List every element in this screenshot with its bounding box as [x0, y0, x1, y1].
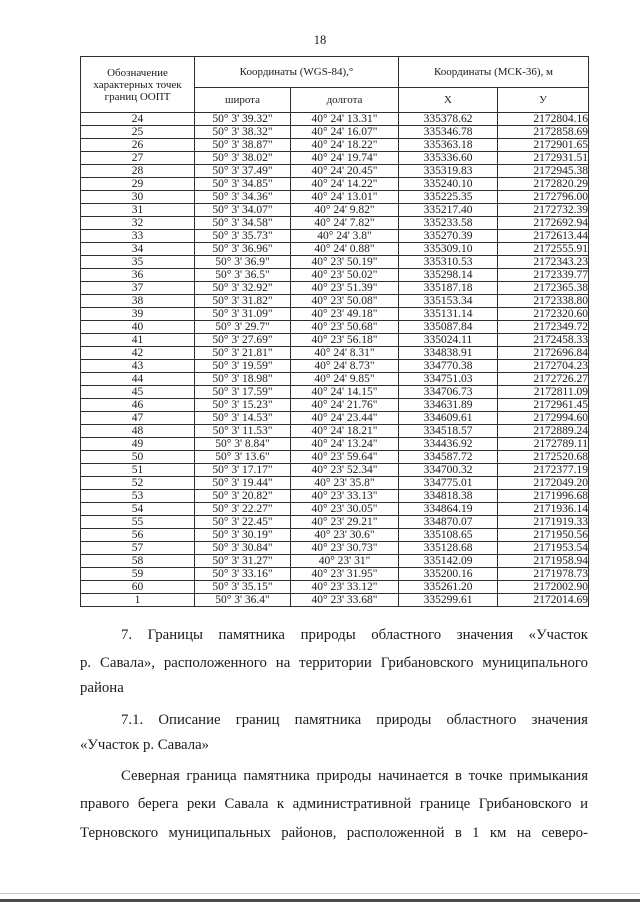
cell-longitude: 40° 23' 56.18"	[291, 334, 399, 347]
cell-x: 335240.10	[399, 178, 498, 191]
cell-longitude: 40° 24' 21.76"	[291, 399, 399, 412]
cell-latitude: 50° 3' 18.98"	[195, 373, 291, 386]
cell-point-number: 58	[81, 555, 195, 568]
cell-latitude: 50° 3' 14.53"	[195, 412, 291, 425]
cell-x: 335298.14	[399, 269, 498, 282]
cell-point-number: 55	[81, 516, 195, 529]
cell-longitude: 40° 24' 3.8"	[291, 230, 399, 243]
cell-x: 334818.38	[399, 490, 498, 503]
cell-y: 2172796.00	[498, 191, 589, 204]
table-row	[81, 412, 589, 425]
table-row	[81, 139, 589, 152]
cell-x: 334609.61	[399, 412, 498, 425]
cell-x: 335319.83	[399, 165, 498, 178]
cell-longitude: 40° 23' 50.08"	[291, 295, 399, 308]
table-row	[81, 464, 589, 477]
cell-x: 334864.19	[399, 503, 498, 516]
cell-y: 2172704.23	[498, 360, 589, 373]
cell-longitude: 40° 23' 50.19"	[291, 256, 399, 269]
cell-y: 2172002.90	[498, 581, 589, 594]
cell-longitude: 40° 23' 51.39"	[291, 282, 399, 295]
cell-y: 2172320.60	[498, 308, 589, 321]
cell-x: 335310.53	[399, 256, 498, 269]
table-row	[81, 126, 589, 139]
table-row	[81, 347, 589, 360]
cell-longitude: 40° 23' 50.68"	[291, 321, 399, 334]
table-row	[81, 555, 589, 568]
header-longitude: долгота	[291, 88, 399, 113]
section-7-heading-line: 7. Границы памятника природы областного значения «Участок	[121, 627, 588, 643]
page-number: 18	[313, 33, 327, 47]
cell-x: 335261.20	[399, 581, 498, 594]
table-row	[81, 282, 589, 295]
cell-longitude: 40° 24' 0.88"	[291, 243, 399, 256]
cell-latitude: 50° 3' 17.59"	[195, 386, 291, 399]
cell-latitude: 50° 3' 31.09"	[195, 308, 291, 321]
cell-latitude: 50° 3' 22.27"	[195, 503, 291, 516]
cell-point-number: 59	[81, 568, 195, 581]
cell-longitude: 40° 24' 9.85"	[291, 373, 399, 386]
cell-x: 335363.18	[399, 139, 498, 152]
table-row	[81, 191, 589, 204]
cell-latitude: 50° 3' 36.4"	[195, 594, 291, 607]
cell-longitude: 40° 24' 19.74"	[291, 152, 399, 165]
cell-longitude: 40° 24' 8.31"	[291, 347, 399, 360]
cell-x: 334587.72	[399, 451, 498, 464]
cell-longitude: 40° 24' 14.15"	[291, 386, 399, 399]
cell-point-number: 49	[81, 438, 195, 451]
cell-y: 2172820.29	[498, 178, 589, 191]
cell-point-number: 60	[81, 581, 195, 594]
cell-x: 335346.78	[399, 126, 498, 139]
cell-latitude: 50° 3' 34.36"	[195, 191, 291, 204]
header-point-line: Обозначение	[107, 66, 168, 79]
cell-y: 2172732.39	[498, 204, 589, 217]
cell-point-number: 36	[81, 269, 195, 282]
cell-latitude: 50° 3' 22.45"	[195, 516, 291, 529]
cell-longitude: 40° 23' 33.12"	[291, 581, 399, 594]
cell-y: 2172811.09	[498, 386, 589, 399]
cell-latitude: 50° 3' 8.84"	[195, 438, 291, 451]
cell-point-number: 38	[81, 295, 195, 308]
cell-latitude: 50° 3' 36.96"	[195, 243, 291, 256]
table-row	[81, 308, 589, 321]
table-row	[81, 490, 589, 503]
cell-longitude: 40° 24' 18.21"	[291, 425, 399, 438]
cell-latitude: 50° 3' 34.85"	[195, 178, 291, 191]
cell-point-number: 41	[81, 334, 195, 347]
cell-point-number: 37	[81, 282, 195, 295]
section-7-1-heading-line: «Участок р. Савала»	[80, 737, 210, 753]
cell-longitude: 40° 24' 20.45"	[291, 165, 399, 178]
cell-longitude: 40° 23' 33.13"	[291, 490, 399, 503]
cell-longitude: 40° 23' 59.64"	[291, 451, 399, 464]
cell-x: 335108.65	[399, 529, 498, 542]
cell-x: 335128.68	[399, 542, 498, 555]
cell-point-number: 46	[81, 399, 195, 412]
cell-longitude: 40° 24' 14.22"	[291, 178, 399, 191]
cell-y: 2171958.94	[498, 555, 589, 568]
cell-x: 334436.92	[399, 438, 498, 451]
cell-x: 334870.07	[399, 516, 498, 529]
cell-y: 2172804.16	[498, 113, 589, 126]
cell-point-number: 40	[81, 321, 195, 334]
cell-y: 2172726.27	[498, 373, 589, 386]
cell-x: 335153.34	[399, 295, 498, 308]
table-row	[81, 321, 589, 334]
cell-latitude: 50° 3' 32.92"	[195, 282, 291, 295]
cell-y: 2172049.20	[498, 477, 589, 490]
cell-longitude: 40° 23' 49.18"	[291, 308, 399, 321]
cell-longitude: 40° 24' 9.82"	[291, 204, 399, 217]
cell-longitude: 40° 24' 18.22"	[291, 139, 399, 152]
cell-latitude: 50° 3' 29.7"	[195, 321, 291, 334]
cell-latitude: 50° 3' 30.84"	[195, 542, 291, 555]
table-row	[81, 542, 589, 555]
table-row	[81, 230, 589, 243]
cell-x: 334700.32	[399, 464, 498, 477]
table-row	[81, 217, 589, 230]
cell-point-number: 28	[81, 165, 195, 178]
table-row	[81, 594, 589, 607]
cell-y: 2172339.77	[498, 269, 589, 282]
cell-y: 2171919.33	[498, 516, 589, 529]
table-row	[81, 529, 589, 542]
cell-longitude: 40° 23' 31.95"	[291, 568, 399, 581]
cell-x: 335142.09	[399, 555, 498, 568]
cell-point-number: 54	[81, 503, 195, 516]
cell-point-number: 34	[81, 243, 195, 256]
table-row	[81, 425, 589, 438]
cell-y: 2172789.11	[498, 438, 589, 451]
cell-longitude: 40° 24' 8.73"	[291, 360, 399, 373]
cell-latitude: 50° 3' 31.82"	[195, 295, 291, 308]
cell-latitude: 50° 3' 39.32"	[195, 113, 291, 126]
cell-x: 335299.61	[399, 594, 498, 607]
cell-y: 2172931.51	[498, 152, 589, 165]
cell-y: 2171950.56	[498, 529, 589, 542]
cell-point-number: 24	[81, 113, 195, 126]
header-wgs84-coordinates: Координаты (WGS-84),°	[195, 57, 399, 88]
cell-point-number: 51	[81, 464, 195, 477]
section-7-heading-line: р. Савала», расположенного на территории Грибановского муниципального	[80, 655, 588, 671]
table-row	[81, 295, 589, 308]
cell-longitude: 40° 24' 16.07"	[291, 126, 399, 139]
cell-y: 2172365.38	[498, 282, 589, 295]
cell-latitude: 50° 3' 19.59"	[195, 360, 291, 373]
cell-latitude: 50° 3' 36.5"	[195, 269, 291, 282]
table-row	[81, 269, 589, 282]
cell-x: 334770.38	[399, 360, 498, 373]
cell-longitude: 40° 24' 7.82"	[291, 217, 399, 230]
table-header-row	[81, 57, 589, 88]
cell-y: 2172458.33	[498, 334, 589, 347]
cell-y: 2172961.45	[498, 399, 589, 412]
cell-x: 334838.91	[399, 347, 498, 360]
cell-y: 2171996.68	[498, 490, 589, 503]
table-row	[81, 165, 589, 178]
cell-point-number: 57	[81, 542, 195, 555]
cell-point-number: 39	[81, 308, 195, 321]
cell-y: 2172858.69	[498, 126, 589, 139]
cell-latitude: 50° 3' 36.9"	[195, 256, 291, 269]
cell-latitude: 50° 3' 34.58"	[195, 217, 291, 230]
table-row	[81, 360, 589, 373]
cell-x: 335233.58	[399, 217, 498, 230]
cell-point-number: 43	[81, 360, 195, 373]
cell-point-number: 56	[81, 529, 195, 542]
cell-longitude: 40° 23' 30.73"	[291, 542, 399, 555]
cell-y: 2172945.38	[498, 165, 589, 178]
cell-latitude: 50° 3' 11.53"	[195, 425, 291, 438]
cell-point-number: 42	[81, 347, 195, 360]
cell-x: 334631.89	[399, 399, 498, 412]
cell-y: 2171953.54	[498, 542, 589, 555]
cell-longitude: 40° 23' 52.34"	[291, 464, 399, 477]
coordinates-table	[80, 56, 589, 607]
cell-y: 2172338.80	[498, 295, 589, 308]
cell-y: 2172613.44	[498, 230, 589, 243]
header-point-designation	[81, 57, 195, 113]
header-msk36-coordinates: Координаты (МСК-36), м	[399, 57, 589, 88]
cell-x: 335217.40	[399, 204, 498, 217]
cell-y: 2172520.68	[498, 451, 589, 464]
table-row	[81, 178, 589, 191]
section-7-1-heading-line: 7.1. Описание границ памятника природы областного значения	[121, 712, 588, 728]
cell-latitude: 50° 3' 33.16"	[195, 568, 291, 581]
cell-latitude: 50° 3' 30.19"	[195, 529, 291, 542]
cell-point-number: 35	[81, 256, 195, 269]
cell-y: 2172994.60	[498, 412, 589, 425]
cell-longitude: 40° 23' 29.21"	[291, 516, 399, 529]
cell-longitude: 40° 24' 13.24"	[291, 438, 399, 451]
cell-y: 2172889.24	[498, 425, 589, 438]
cell-longitude: 40° 23' 33.68"	[291, 594, 399, 607]
header-latitude: широта	[195, 88, 291, 113]
cell-longitude: 40° 23' 31"	[291, 555, 399, 568]
cell-y: 2172349.72	[498, 321, 589, 334]
cell-latitude: 50° 3' 35.15"	[195, 581, 291, 594]
table-row	[81, 503, 589, 516]
cell-x: 335270.39	[399, 230, 498, 243]
section-7-1-body-line: Терновского муниципальных районов, расположенной в 1 км на северо-	[80, 825, 588, 841]
cell-longitude: 40° 23' 50.02"	[291, 269, 399, 282]
cell-y: 2172343.23	[498, 256, 589, 269]
section-7-1-body-line: Северная граница памятника природы начинается в точке примыкания	[121, 768, 588, 784]
cell-y: 2171936.14	[498, 503, 589, 516]
cell-x: 335309.10	[399, 243, 498, 256]
table-row	[81, 152, 589, 165]
cell-latitude: 50° 3' 27.69"	[195, 334, 291, 347]
table-row	[81, 243, 589, 256]
table-row	[81, 516, 589, 529]
cell-latitude: 50° 3' 20.82"	[195, 490, 291, 503]
table-row	[81, 334, 589, 347]
cell-y: 2171978.73	[498, 568, 589, 581]
table-row	[81, 113, 589, 126]
cell-y: 2172696.84	[498, 347, 589, 360]
table-row	[81, 373, 589, 386]
cell-point-number: 45	[81, 386, 195, 399]
table-row	[81, 451, 589, 464]
cell-x: 335378.62	[399, 113, 498, 126]
table-row	[81, 204, 589, 217]
cell-latitude: 50° 3' 31.27"	[195, 555, 291, 568]
cell-longitude: 40° 23' 30.6"	[291, 529, 399, 542]
cell-x: 335200.16	[399, 568, 498, 581]
cell-y: 2172901.65	[498, 139, 589, 152]
cell-point-number: 52	[81, 477, 195, 490]
table-row	[81, 256, 589, 269]
cell-point-number: 25	[81, 126, 195, 139]
cell-longitude: 40° 24' 23.44"	[291, 412, 399, 425]
cell-y: 2172014.69	[498, 594, 589, 607]
cell-latitude: 50° 3' 35.73"	[195, 230, 291, 243]
cell-x: 334751.03	[399, 373, 498, 386]
table-row	[81, 386, 589, 399]
cell-x: 334518.57	[399, 425, 498, 438]
table-row	[81, 581, 589, 594]
section-7-1-body-line: правого берега реки Савала к административной границе Грибановского и	[80, 796, 588, 812]
cell-y: 2172377.19	[498, 464, 589, 477]
cell-point-number: 1	[81, 594, 195, 607]
cell-x: 334706.73	[399, 386, 498, 399]
cell-point-number: 32	[81, 217, 195, 230]
cell-point-number: 44	[81, 373, 195, 386]
table-row	[81, 438, 589, 451]
cell-point-number: 26	[81, 139, 195, 152]
cell-point-number: 27	[81, 152, 195, 165]
cell-longitude: 40° 23' 35.8"	[291, 477, 399, 490]
table-body	[81, 113, 589, 607]
cell-x: 334775.01	[399, 477, 498, 490]
cell-latitude: 50° 3' 37.49"	[195, 165, 291, 178]
cell-longitude: 40° 24' 13.31"	[291, 113, 399, 126]
table-row	[81, 399, 589, 412]
cell-x: 335131.14	[399, 308, 498, 321]
cell-latitude: 50° 3' 13.6"	[195, 451, 291, 464]
section-7-heading-line: района	[80, 680, 124, 696]
cell-y: 2172692.94	[498, 217, 589, 230]
cell-x: 335087.84	[399, 321, 498, 334]
cell-point-number: 30	[81, 191, 195, 204]
cell-latitude: 50° 3' 38.87"	[195, 139, 291, 152]
cell-point-number: 50	[81, 451, 195, 464]
header-y: У	[498, 88, 589, 113]
cell-x: 335336.60	[399, 152, 498, 165]
table-header	[81, 57, 589, 113]
cell-y: 2172555.91	[498, 243, 589, 256]
cell-latitude: 50° 3' 19.44"	[195, 477, 291, 490]
table-row	[81, 568, 589, 581]
cell-latitude: 50° 3' 17.17"	[195, 464, 291, 477]
cell-latitude: 50° 3' 15.23"	[195, 399, 291, 412]
cell-latitude: 50° 3' 38.02"	[195, 152, 291, 165]
cell-point-number: 48	[81, 425, 195, 438]
table-row	[81, 477, 589, 490]
cell-point-number: 53	[81, 490, 195, 503]
cell-point-number: 31	[81, 204, 195, 217]
header-point-line: характерных точек	[93, 78, 182, 91]
header-point-line: границ ООПТ	[104, 90, 171, 103]
cell-point-number: 47	[81, 412, 195, 425]
cell-x: 335225.35	[399, 191, 498, 204]
cell-latitude: 50° 3' 21.81"	[195, 347, 291, 360]
scan-edge-line	[0, 893, 640, 894]
cell-x: 335024.11	[399, 334, 498, 347]
cell-longitude: 40° 23' 30.05"	[291, 503, 399, 516]
header-x: X	[399, 88, 498, 113]
cell-point-number: 29	[81, 178, 195, 191]
cell-latitude: 50° 3' 34.07"	[195, 204, 291, 217]
cell-longitude: 40° 24' 13.01"	[291, 191, 399, 204]
cell-latitude: 50° 3' 38.32"	[195, 126, 291, 139]
cell-x: 335187.18	[399, 282, 498, 295]
cell-point-number: 33	[81, 230, 195, 243]
